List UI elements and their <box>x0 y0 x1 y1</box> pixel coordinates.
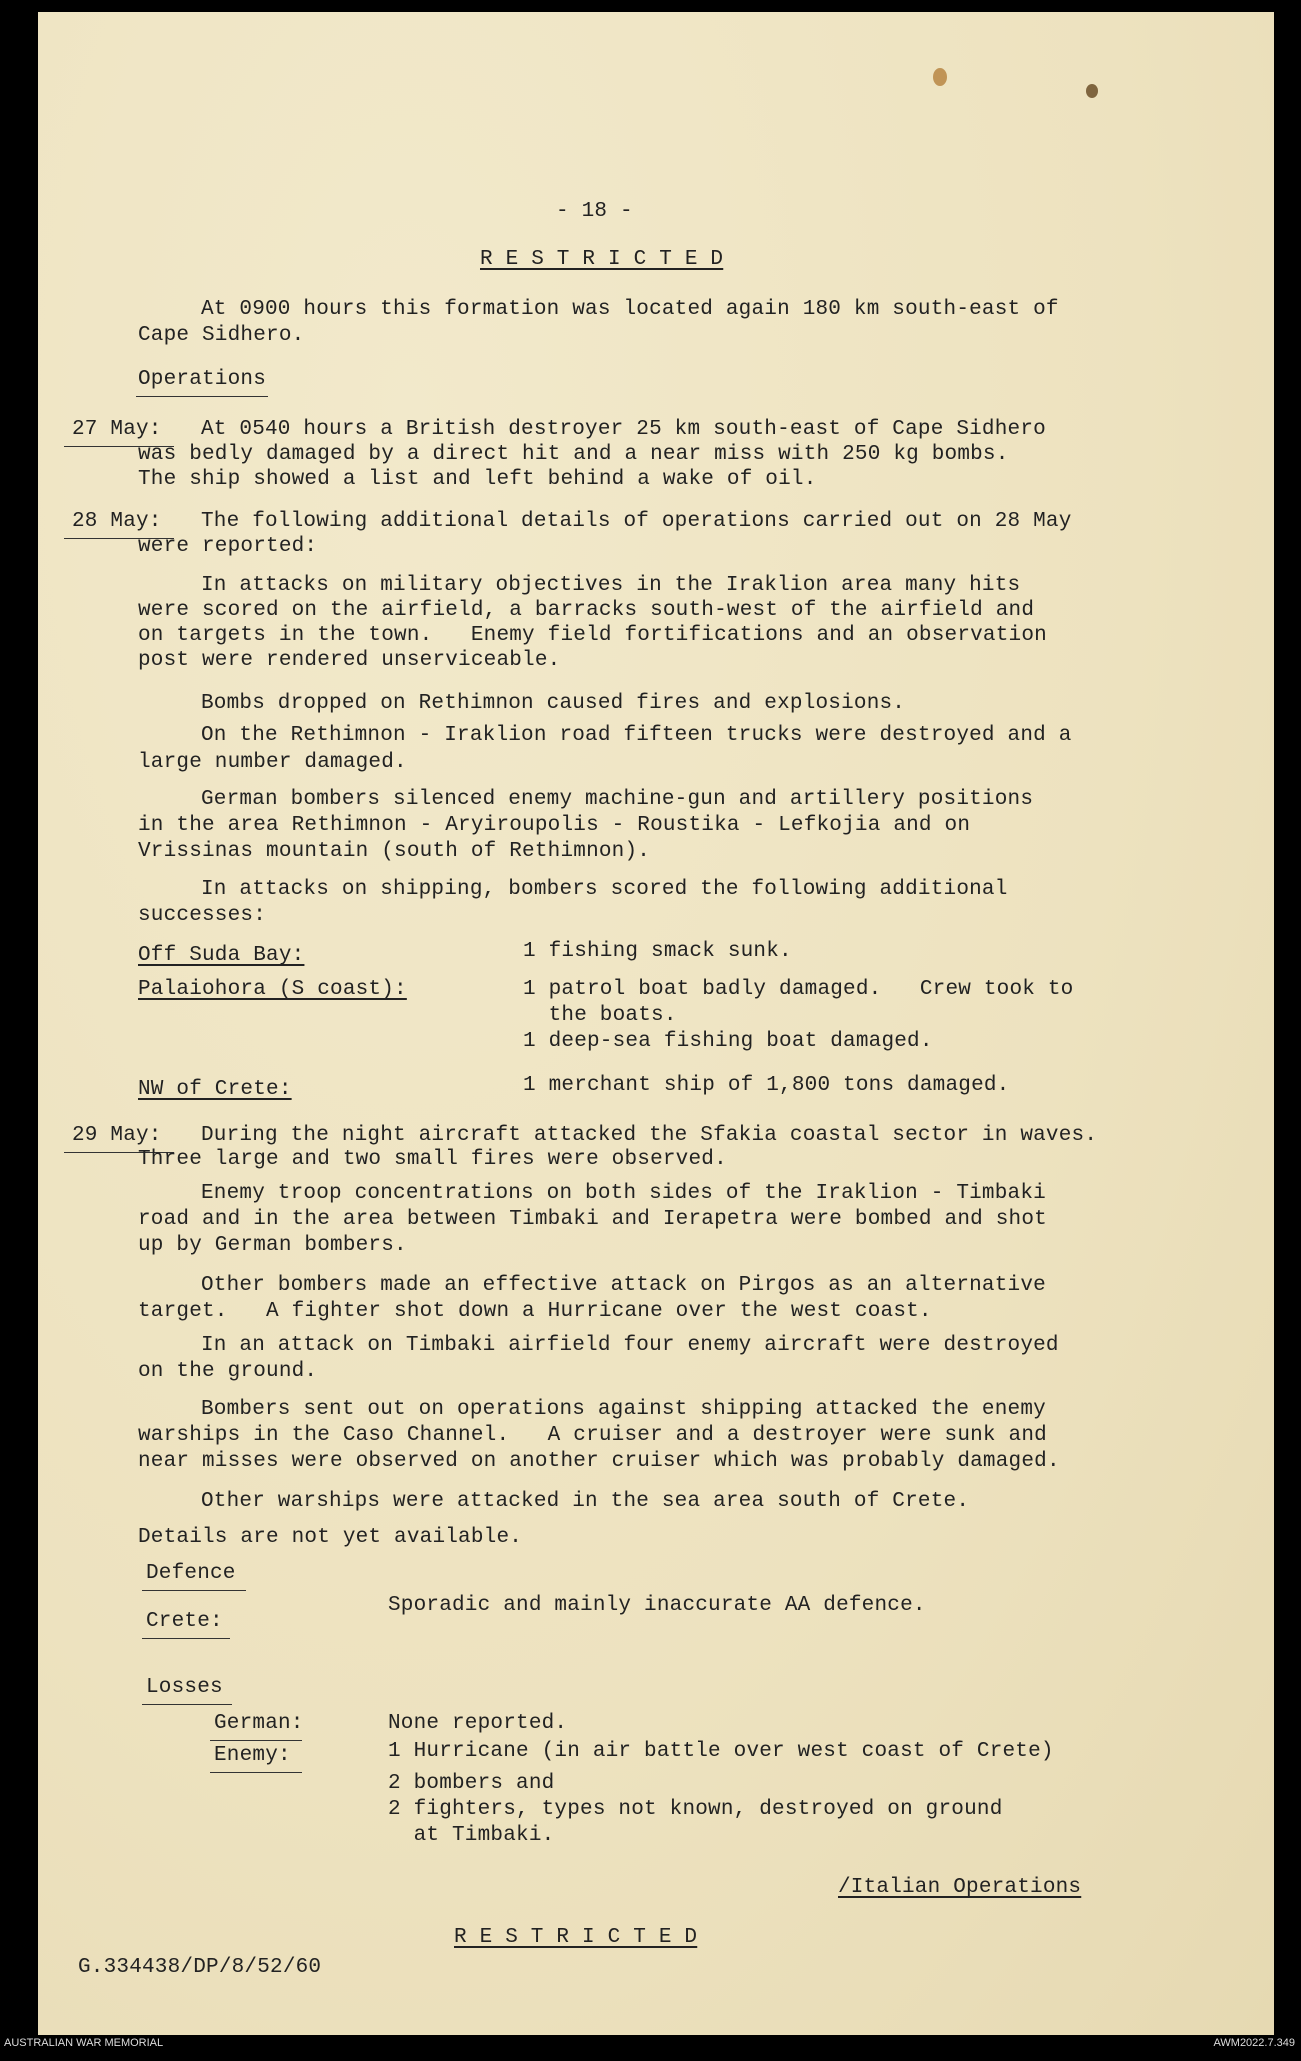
german-losses: None reported. <box>388 1712 568 1735</box>
german-label: German: <box>214 1712 304 1735</box>
may28-para5-line: In attacks on shipping, bombers scored the following additional <box>201 878 1008 901</box>
may29-para4-line: Bombers sent out on operations against shipping attacked the enemy <box>201 1398 1046 1421</box>
intro-line: At 0900 hours this formation was located again 180 km south-east of <box>201 298 1059 321</box>
may28-para5-line: successes: <box>138 904 267 927</box>
classification-top: R E S T R I C T E D <box>480 248 724 271</box>
heading-underline <box>142 1590 246 1591</box>
success-detail: the boats. <box>523 1004 677 1027</box>
may29-para4-line: near misses were observed on another cruiser which was probably damaged. <box>138 1450 1060 1473</box>
may28-para4-line: Vrissinas mountain (south of Rethimnon). <box>138 840 651 863</box>
date-27-may: 27 May: <box>72 418 162 441</box>
page-number: - 18 - <box>556 200 633 223</box>
may29-para2-line: target. A fighter shot down a Hurricane over the west coast. <box>138 1300 932 1323</box>
may29-para1-line: up by German bombers. <box>138 1234 407 1257</box>
may27-line: was bedly damaged by a direct hit and a near miss with 250 kg bombs. <box>138 443 1009 466</box>
defence-heading: Defence <box>146 1562 236 1585</box>
continuation-catchword: /Italian Operations <box>838 1876 1082 1899</box>
operations-heading: Operations <box>138 368 267 391</box>
heading-underline <box>210 1772 302 1773</box>
footer-credit: AUSTRALIAN WAR MEMORIAL <box>4 2037 164 2049</box>
intro-line: Cape Sidhero. <box>138 324 305 347</box>
may29-para5: Other warships were attacked in the sea area south of Crete. <box>201 1490 970 1513</box>
may29-para3-line: In an attack on Timbaki airfield four enemy aircraft were destroyed <box>201 1334 1059 1357</box>
may29-para4-line: warships in the Caso Channel. A cruiser and a destroyer were sunk and <box>138 1424 1047 1447</box>
enemy-losses-line: 2 fighters, types not known, destroyed on ground <box>388 1798 1003 1821</box>
stain-mark <box>1086 84 1098 98</box>
may28-para1-line: In attacks on military objectives in the Iraklion area many hits <box>201 574 1021 597</box>
losses-heading: Losses <box>146 1676 223 1699</box>
classification-bottom: R E S T R I C T E D <box>454 1926 698 1949</box>
enemy-losses-line: at Timbaki. <box>388 1824 555 1847</box>
may28-para1-line: post were rendered unserviceable. <box>138 649 561 672</box>
heading-underline <box>210 1740 302 1741</box>
may28-para1-line: were scored on the airfield, a barracks south-west of the airfield and <box>138 599 1035 622</box>
may28-para4-line: German bombers silenced enemy machine-gun and artillery positions <box>201 788 1034 811</box>
heading-underline <box>142 1704 232 1705</box>
may28-para4-line: in the area Rethimnon - Aryiroupolis - Roustika - Lefkojia and on <box>138 814 971 837</box>
success-detail: 1 deep-sea fishing boat damaged. <box>523 1030 933 1053</box>
footer-accession: AWM2022.7.349 <box>1213 2037 1295 2049</box>
date-29-may: 29 May: <box>72 1124 162 1147</box>
file-reference: G.334438/DP/8/52/60 <box>78 1956 322 1979</box>
may28-para3-line: On the Rethimnon - Iraklion road fifteen trucks were destroyed and a <box>201 724 1072 747</box>
may28-line: were reported: <box>138 535 318 558</box>
success-place: Palaiohora (S coast): <box>138 978 407 1001</box>
success-detail: 1 patrol boat badly damaged. Crew took to <box>523 978 1074 1001</box>
success-place: Off Suda Bay: <box>138 944 305 967</box>
may28-para1-line: on targets in the town. Enemy field fortifications and an observation <box>138 624 1047 647</box>
success-place: NW of Crete: <box>138 1078 292 1101</box>
may28-para3-line: large number damaged. <box>138 751 407 774</box>
date-28-may: 28 May: <box>72 510 162 533</box>
enemy-label: Enemy: <box>214 1744 291 1767</box>
may28-para2: Bombs dropped on Rethimnon caused fires and explosions. <box>201 692 906 715</box>
stain-mark <box>933 68 947 86</box>
enemy-losses-line: 2 bombers and <box>388 1772 555 1795</box>
may29-para1-line: Enemy troop concentrations on both sides of the Iraklion - Timbaki <box>201 1182 1046 1205</box>
document-page <box>38 12 1274 2035</box>
success-detail: 1 fishing smack sunk. <box>523 940 792 963</box>
may27-line: At 0540 hours a British destroyer 25 km south-east of Cape Sidhero <box>201 418 1046 441</box>
defence-label: Crete: <box>146 1610 223 1633</box>
heading-underline <box>142 1638 230 1639</box>
may29-line: Three large and two small fires were observed. <box>138 1148 727 1171</box>
may29-para3-line: on the ground. <box>138 1360 318 1383</box>
defence-text: Sporadic and mainly inaccurate AA defence. <box>388 1594 926 1617</box>
success-detail: 1 merchant ship of 1,800 tons damaged. <box>523 1074 1010 1097</box>
may27-line: The ship showed a list and left behind a wake of oil. <box>138 468 817 491</box>
may29-para6: Details are not yet available. <box>138 1526 523 1549</box>
may29-para2-line: Other bombers made an effective attack on Pirgos as an alternative <box>201 1274 1046 1297</box>
enemy-losses-line: 1 Hurricane (in air battle over west coast of Crete) <box>388 1740 1054 1763</box>
may29-para1-line: road and in the area between Timbaki and Ierapetra were bombed and shot <box>138 1208 1047 1231</box>
may28-line: The following additional details of operations carried out on 28 May <box>201 510 1072 533</box>
may29-line: During the night aircraft attacked the Sfakia coastal sector in waves. <box>201 1124 1098 1147</box>
heading-underline <box>136 396 268 397</box>
